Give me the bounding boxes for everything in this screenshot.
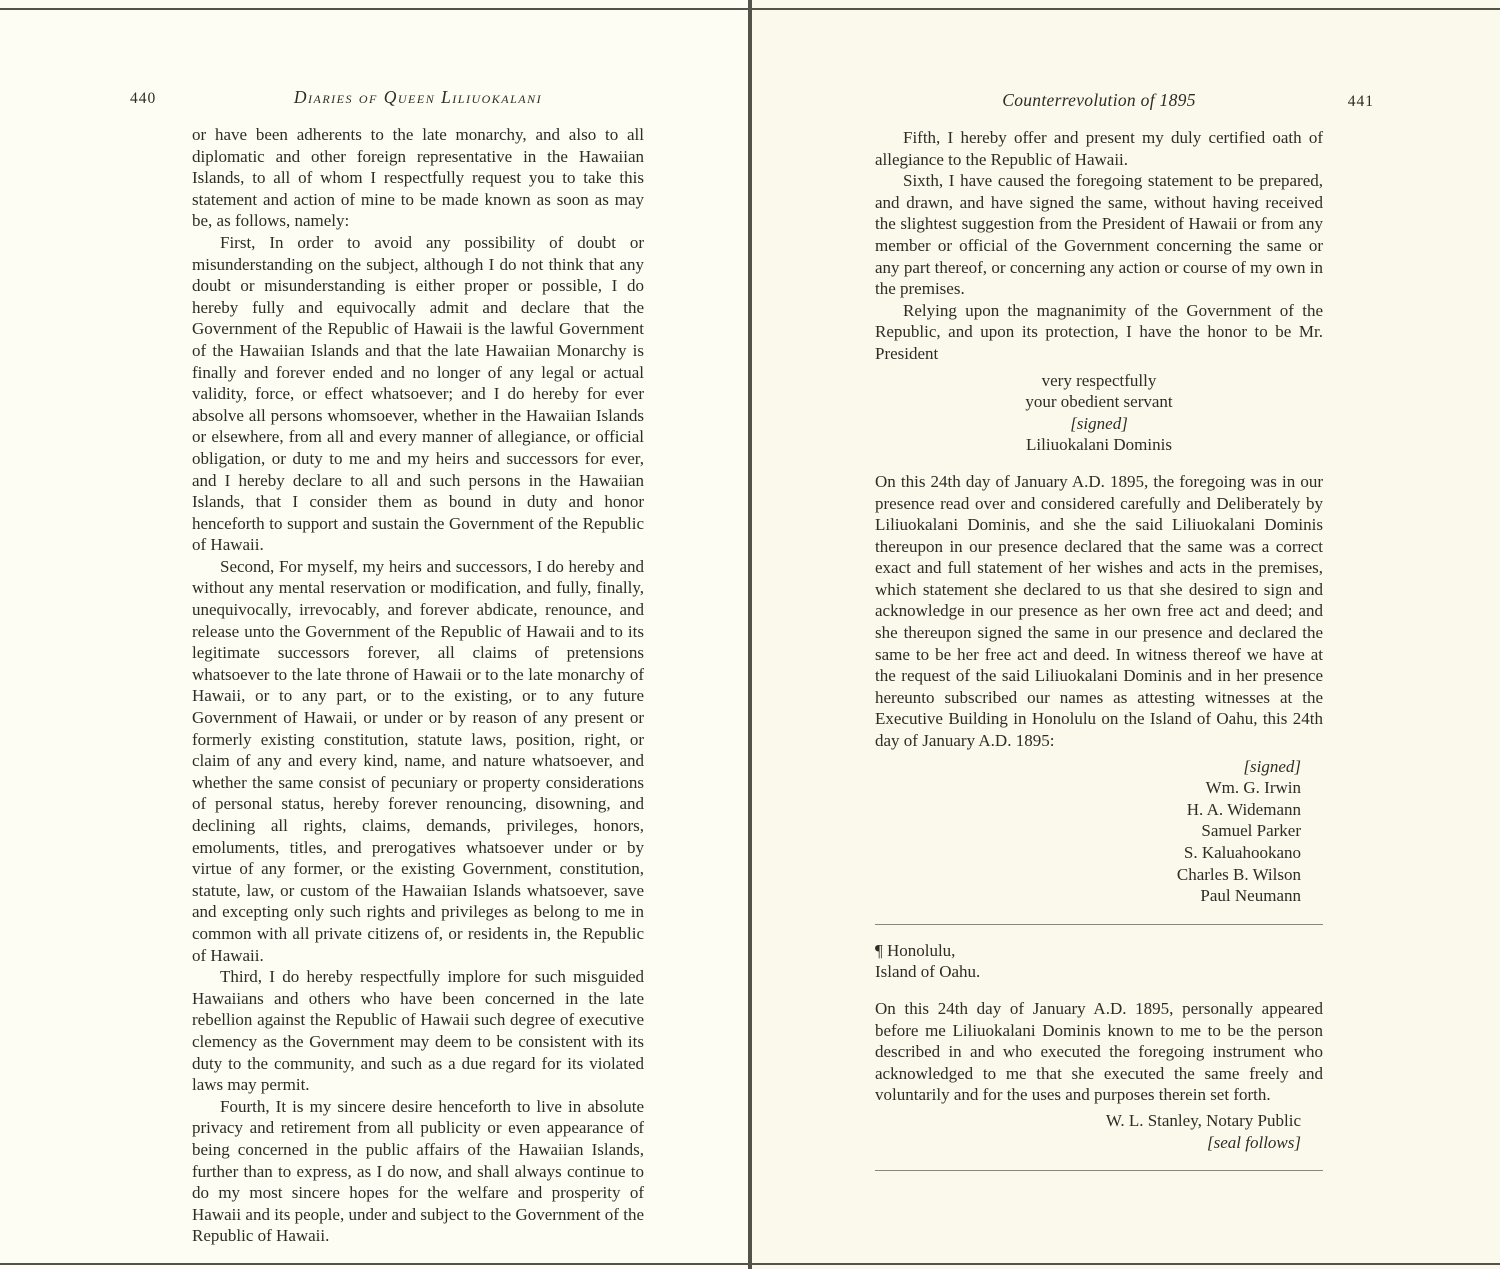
closing-line: your obedient servant — [1025, 392, 1173, 412]
closing-salutation-block — [875, 370, 1323, 456]
seal-annotation: [seal follows] — [1207, 1132, 1301, 1152]
paragraph-third-clause: Third, I do hereby respectfully implore for such misguided Hawaiians and others who have been concerned in the late rebellion against the Republic of Hawaii such degree of executive clemency as the Government may deem to be consistent with its duty to the community, and such as a due regard for its violated laws may permit. — [192, 967, 644, 1095]
place-block — [875, 940, 1323, 983]
paragraph-fourth-clause: Fourth, It is my sincere desire henceforth to live in absolute privacy and retirement from all publicity or even appearance of being concerned in the public affairs of the Hawaiian Islands, further than to express, as I do now, and shall always continue to do my most sincere hopes for the welfare and prosperity of Hawaii and its people, under and subject to the Government of the Republic of Hawaii. — [192, 1096, 644, 1246]
notary-name: W. L. Stanley, Notary Public — [1105, 1110, 1301, 1130]
paragraph-fifth-clause: Fifth, I hereby offer and present my duly certified oath of allegiance to the Republic of Hawaii. — [875, 128, 1323, 169]
paragraph-sixth-clause: Sixth, I have caused the foregoing statement to be prepared, and drawn, and have signed the same, without having received the slightest suggestion from the President of Hawaii or from any member or official of the Government concerning the same or any part thereof, or concerning any action or course of my own in the premises. — [875, 171, 1323, 299]
page-right-441 — [752, 0, 1500, 1269]
paragraph-attestation: On this 24th day of January A.D. 1895, the foregoing was in our presence read over and considered carefully and Deliberately by Liliuokalani Dominis, and she the said Liliuokalani Dominis thereupon in our presence declared that the same was a correct exact and full statement of her wishes and acts in the premises, which statement she declared to us that she desired to sign and acknowledge in our presence as her own free act and deed; and she thereupon signed the same in our presence and declared the same to be her free act and deed. In witness thereof we have at the request of the said Liliuokalani Dominis and in her presence hereunto subscribed our names as attesting witnesses at the Executive Building in Honolulu on the Island of Oahu, this 24th day of January A.D. 1895: — [875, 471, 1323, 751]
signed-annotation: [signed] — [1070, 413, 1128, 433]
signature-name: Liliuokalani Dominis — [1026, 435, 1172, 455]
running-head-right: Counterrevolution of 1895 — [1002, 90, 1196, 110]
signed-annotation: [signed] — [1243, 756, 1301, 776]
paragraph-relying: Relying upon the magnanimity of the Government of the Republic, and upon its protection, I have the honor to be Mr. President — [875, 300, 1323, 363]
paragraph-continuation: or have been adherents to the late monarchy, and also to all diplomatic and other foreign representative in the Hawaiian Islands, to all of whom I respectfully request you to take this statement and action of mine to be made known as soon as may be, as follows, namely: — [192, 125, 644, 231]
paragraph-first-clause: First, In order to avoid any possibility of doubt or misunderstanding on the subject, although I do not think that any doubt or misunderstanding is either proper or possible, I do hereby fully and equivocally admit and declare that the Government of the Republic of Hawaii is the lawful Government of the Hawaiian Islands and that the late Hawaiian Monarchy is finally and forever ended and no longer of any legal or actual validity, force, or effect whatsoever; and I do hereby for ever absolve all persons whomsoever, whether in the Hawaiian Islands or elsewhere, from all and every manner of allegiance, or official obligation, or duty to me and my heirs and successors for ever, and I hereby declare to all and such persons in the Hawaiian Islands, that I consider them as bound in duty and honor henceforth to support and sustain the Government of the Republic of Hawaii. — [192, 232, 644, 555]
witness-name: Wm. G. Irwin — [1205, 778, 1301, 798]
text-column-left — [192, 124, 644, 1247]
closing-line: very respectfully — [1041, 370, 1157, 390]
running-head-left: Diaries of Queen Liliuokalani — [293, 87, 543, 107]
witness-signature-block — [875, 756, 1323, 907]
witness-name: H. A. Widemann — [1186, 799, 1301, 819]
notary-signature-block — [875, 1110, 1323, 1153]
place-line-honolulu: ¶ Honolulu, — [875, 940, 956, 960]
page-gutter-divider — [748, 0, 752, 1269]
witness-name: Charles B. Wilson — [1176, 864, 1301, 884]
page-left-440 — [0, 0, 748, 1269]
witness-name: S. Kaluahookano — [1183, 843, 1301, 862]
place-line-island: Island of Oahu. — [875, 962, 981, 982]
paragraph-notary: On this 24th day of January A.D. 1895, personally appeared before me Liliuokalani Dominis known to me to be the person described in and who executed the foregoing instrument who acknowledged to me that she executed the same freely and voluntarily and for the uses and purposes therein set forth. — [875, 998, 1323, 1105]
witness-name: Samuel Parker — [1201, 821, 1301, 841]
witness-name: Paul Neumann — [1200, 886, 1301, 906]
section-divider-rule — [875, 924, 1323, 925]
page-number-right: 441 — [1347, 93, 1374, 110]
section-divider-rule — [875, 1170, 1323, 1171]
text-column-right — [875, 127, 1323, 1186]
paragraph-second-clause: Second, For myself, my heirs and successors, I do hereby and without any mental reservation or modification, and fully, finally, unequivocally, irrevocably, and forever abdicate, renounce, and release unto the Government of the Republic of Hawaii and to its legitimate successors forever, all claims of pretensions whatsoever to the late throne of Hawaii or to the late monarchy of Hawaii, or to any part, or to the existing, or to any future Government of Hawaii, or under or by reason of any present or formerly existing constitution, statute laws, position, right, or claim of any and every kind, name, and nature whatsoever, and whether the same consist of pecuniary or property considerations of personal status, hereby forever renouncing, disowning, and declining all rights, claims, demands, privileges, honors, emoluments, titles, and prerogatives whatsoever under or by virtue of any former, or the existing Government, constitution, statute, law, or custom of the Hawaiian Islands whatsoever, save and excepting only such rights and privileges as belong to me in common with all private citizens of, or residents in, the Republic of Hawaii. — [192, 556, 644, 965]
page-number-left: 440 — [130, 90, 157, 107]
